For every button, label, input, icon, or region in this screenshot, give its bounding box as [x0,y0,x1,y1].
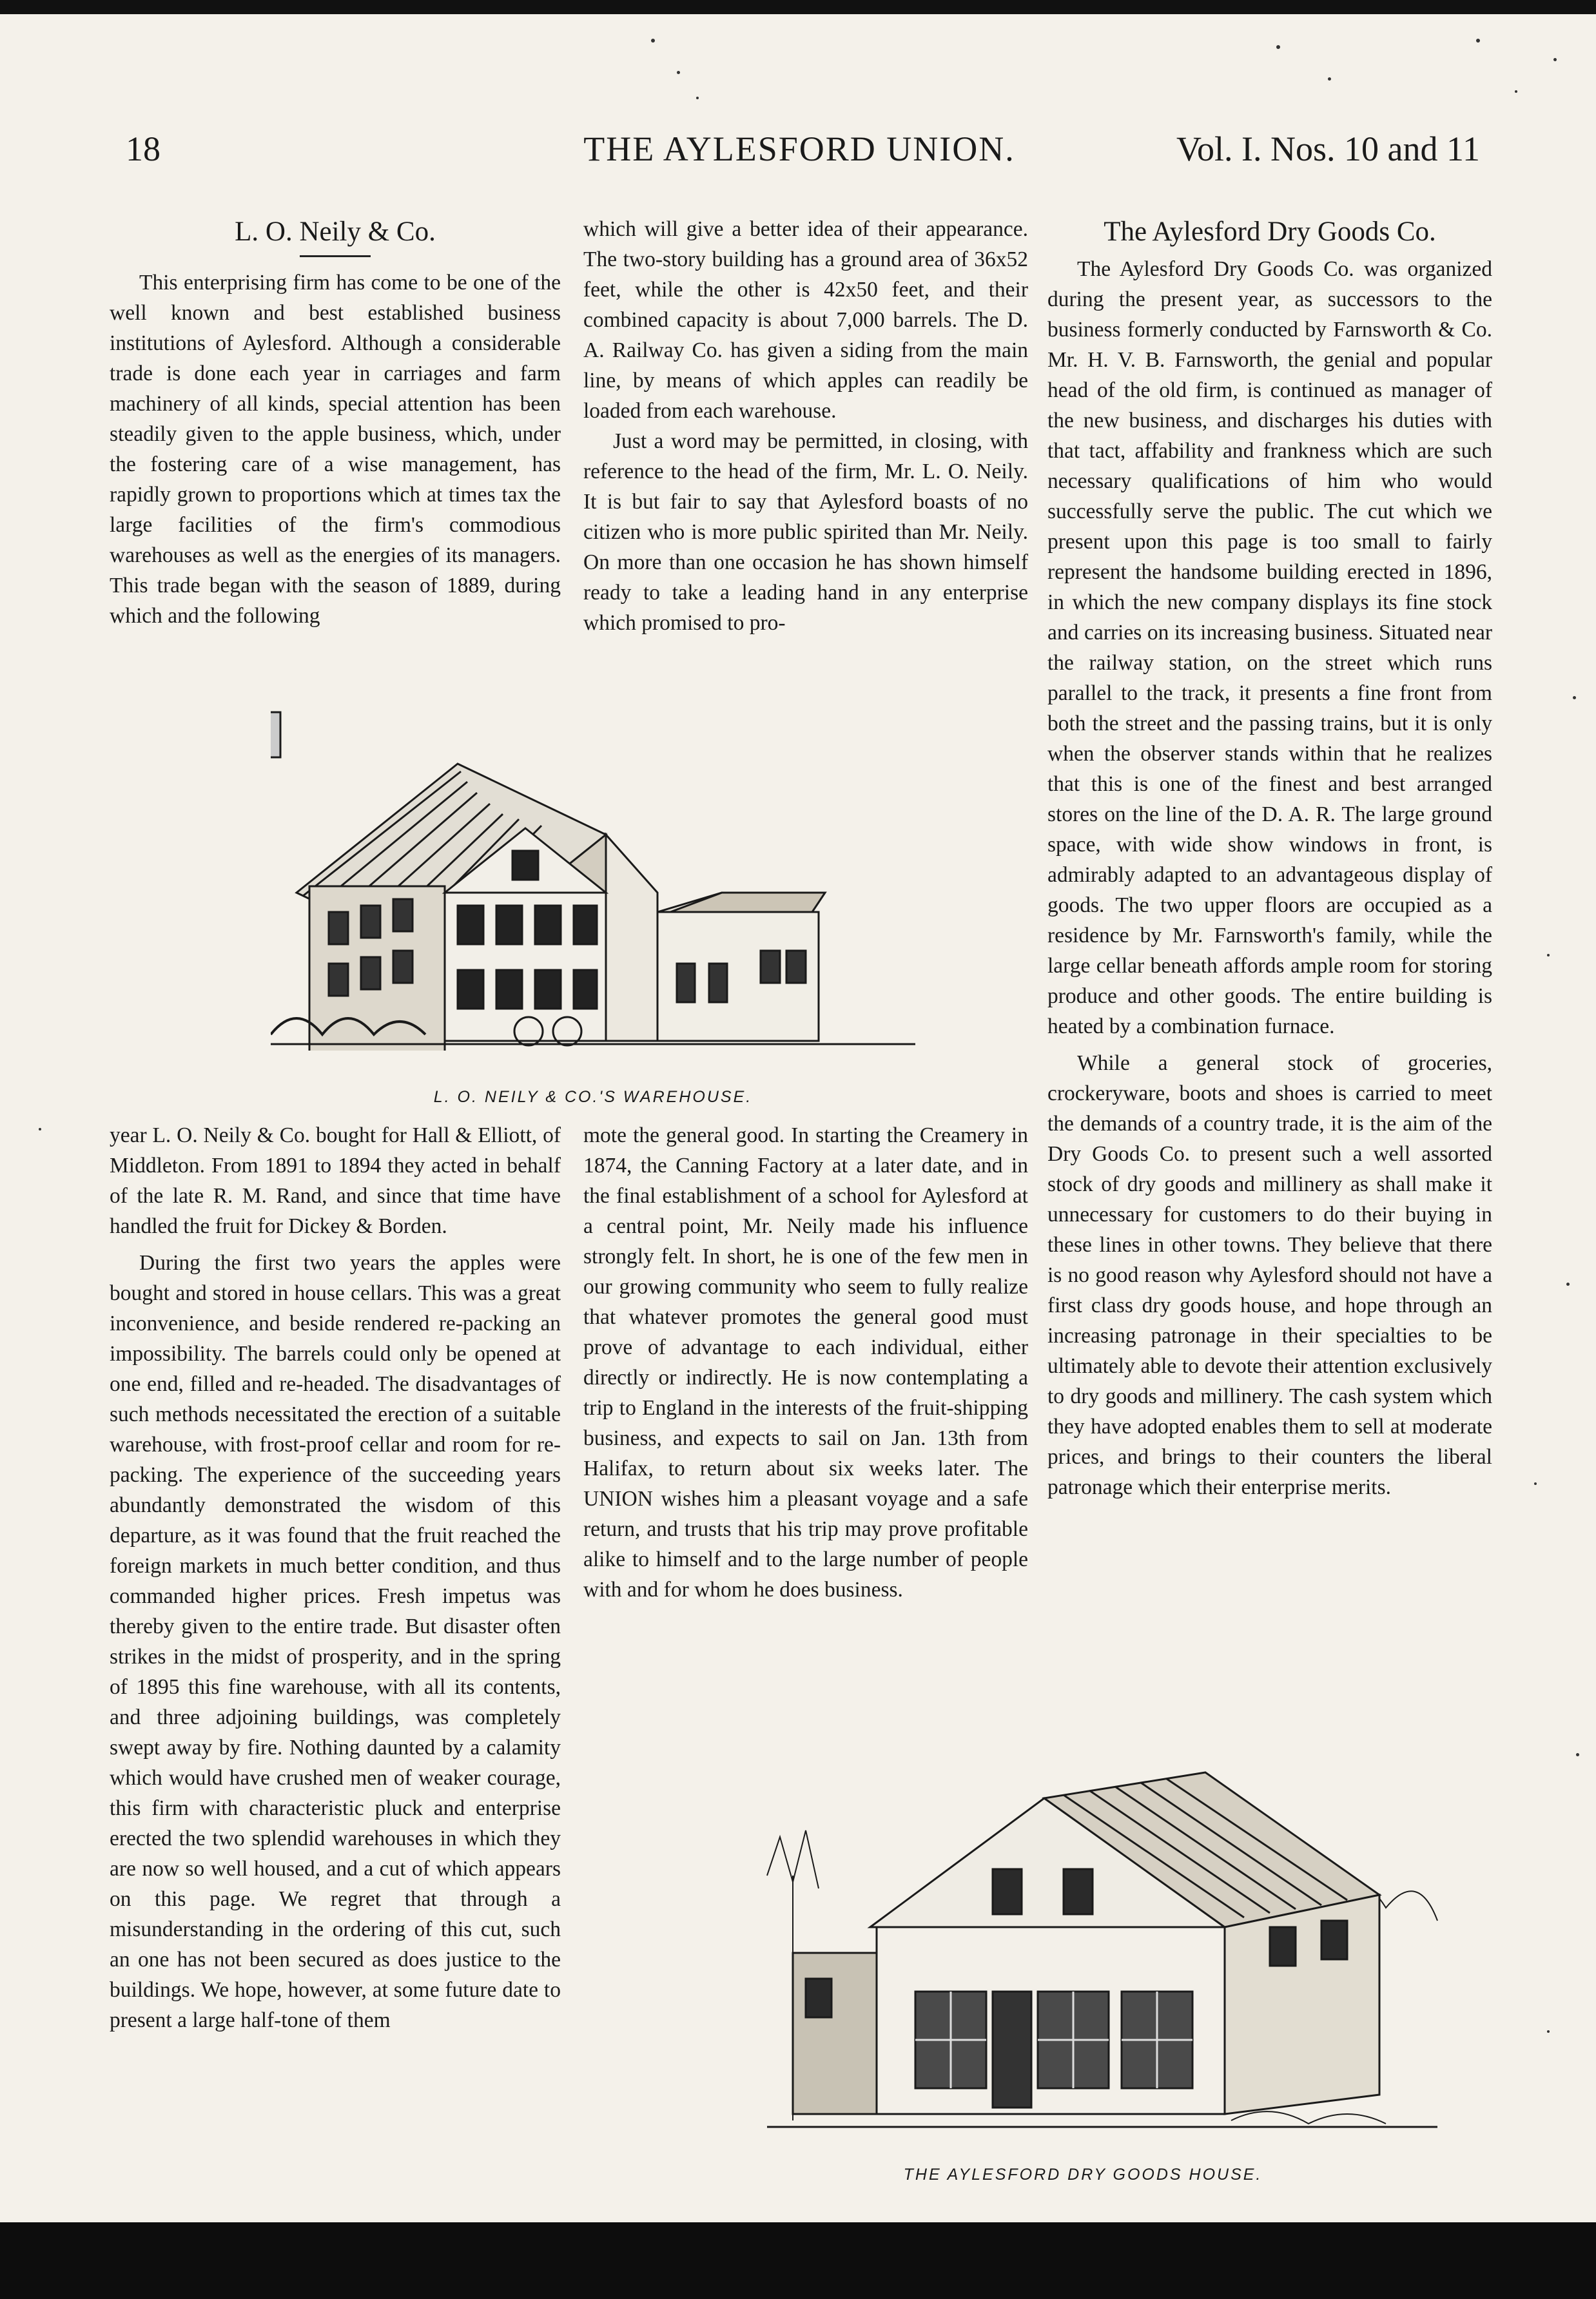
top-border-bar [0,0,1596,14]
paragraph: While a general stock of groceries, crockeryware, boots and shoes is carried to meet the demands of a country trade, it is the aim of the Dry Goods Co. to present such a well assorted stock of dry goods and millinery as shall make it unnecessary for customers to do their buying in these lines in other towns. They believe that there is no good reason why Aylesford should not have a first class dry goods house, and hope through an increasing patronage in their specialties to be ultimately able to devote their attention exclusively to dry goods and millinery. The cash system which they have adopted enables them to sell at moderate prices, and brings to their counters the liberal patronage which their enterprise merits. [1047,1051,1492,1499]
dry-goods-house-illustration [741,1760,1457,2166]
caption-dry-goods-house: THE AYLESFORD DRY GOODS HOUSE. [903,2166,1263,2184]
paragraph: The Aylesford Dry Goods Co. was organized during the present year, as successors to the business formerly conducted by Farnsworth & Co. Mr. H. V. B. Farnsworth, the genial and popular head of the old firm, is continued as manager of the new business, and discharges his duties with that tact, affability and frankness which are such necessary qualifications of him who would successfully serve the public. The cut which we present upon this page is too small to fairly represent the handsome building erected in 1896, in which the new company displays its fine stock and carries on its increasing business. Situated near the railway station, on the street which runs parallel to the track, it presents a fine front from both the street and the passing trains, but it is only when the observer stands within that he realizes that this is one of the finest and best arranged stores on the line of the D. A. R. The large ground space, with wide show windows in front, is admirably adapted to an advantageous display of goods. The two upper floors are occupied as a residence by Mr. Farnsworth's family, while the large cellar beneath affords ample room for storing produce and other goods. The entire building is heated by a combination furnace. [1047,257,1492,1038]
article-heading-neily: L. O. Neily & Co. [235,217,436,247]
page-header [0,129,1596,180]
masthead-title: THE AYLESFORD UNION. [583,130,1015,168]
article-neily-top-continued [583,214,1028,638]
paragraph: year L. O. Neily & Co. bought for Hall & Elliott, of Middleton. From 1891 to 1894 they acted in behalf of the late R. M. Rand, and since that time have handled the fruit for Dickey & Borden. [110,1123,561,1238]
volume-number: Vol. I. Nos. 10 and 11 [1176,130,1480,168]
paragraph: mote the general good. In starting the Creamery in 1874, the Canning Factory at a later date, and in the final establishment of a school for Aylesford at a central point, Mr. Neily made his influence strongly felt. In short, he is one of the few men in our growing community who seem to fully realize that whatever promotes the general good must prove of advantage to each individual, either directly or indirectly. He is now contemplating a trip to England in the interests of the fruit-shipping business, and expects to sail on Jan. 13th from Halifax, to return about six weeks later. The UNION wishes him a pleasant voyage and a safe return, and trusts that his trip may prove profitable alike to himself and to the large number of people with and for whom he does business. [583,1123,1028,1602]
warehouse-illustration [271,699,915,1051]
paragraph: During the first two years the apples were bought and stored in house cellars. This was a great inconvenience, and beside rendered re-packing an impossibility. The barrels could only be opened at one end, filled and re-headed. The disadvantages of such methods necessitated the erection of a suitable warehouse, with frost-proof cellar and room for re-packing. The experience of the succeeding years abundantly demonstrated the wisdom of this departure, as it was found that the fruit reached the foreign markets in much better condition, and thus commanded higher prices. Fresh impetus was thereby given to the entire trade. But disaster often strikes in the midst of prosperity, and in the spring of 1895 this fine warehouse, with all its contents, and three adjoining buildings, was completely swept away by fire. Nothing daunted by a calamity which would have crushed men of weaker courage, this firm with characteristic pluck and enterprise erected the two splendid warehouses in which they are now so well housed, and a cut of which appears on this page. We regret that through a misunderstanding in the ordering of this cut, such an one has not been secured as does justice to the buildings. We hope, however, at some future date to present a large half-tone of them [110,1251,561,2032]
page-number: 18 [126,130,161,168]
paragraph: Just a word may be permitted, in closing, with reference to the head of the firm, Mr. L. O. Neily. It is but fair to say that Aylesford boasts of no citizen who is more public spirited than Mr. Neily. On more than one occasion he has shown himself ready to take a leading hand in any enterprise which promised to pro- [583,429,1028,635]
paragraph: This enterprising firm has come to be one of the well known and best established business institutions of Aylesford. Although a considerable trade is done each year in carriages and farm machinery of all kinds, special attention has been steadily given to the apple business, which, under the fostering care of a wise management, has rapidly grown to proportions which at times tax the large facilities of the firm's commodious warehouses as well as the energies of its managers. This trade began with the season of 1889, during which and the following [110,271,561,628]
article-neily-top [110,213,561,631]
article-heading-dry-goods: The Aylesford Dry Goods Co. [1104,217,1436,247]
bottom-border-bar [0,2222,1596,2299]
heading-rule [300,255,371,257]
caption-warehouse: L. O. NEILY & CO.'S WAREHOUSE. [433,1088,753,1106]
article-dry-goods [1047,213,1492,1502]
article-neily-bottom [110,1120,561,2035]
article-neily-bottom-continued [583,1120,1028,1605]
paragraph: which will give a better idea of their appearance. The two-story building has a ground area of 36x52 feet, while the other is 42x50 feet, and their combined capacity is about 7,000 barrels. The D. A. Railway Co. has given a siding from the main line, by means of which apples can readily be loaded from each warehouse. [583,217,1028,423]
